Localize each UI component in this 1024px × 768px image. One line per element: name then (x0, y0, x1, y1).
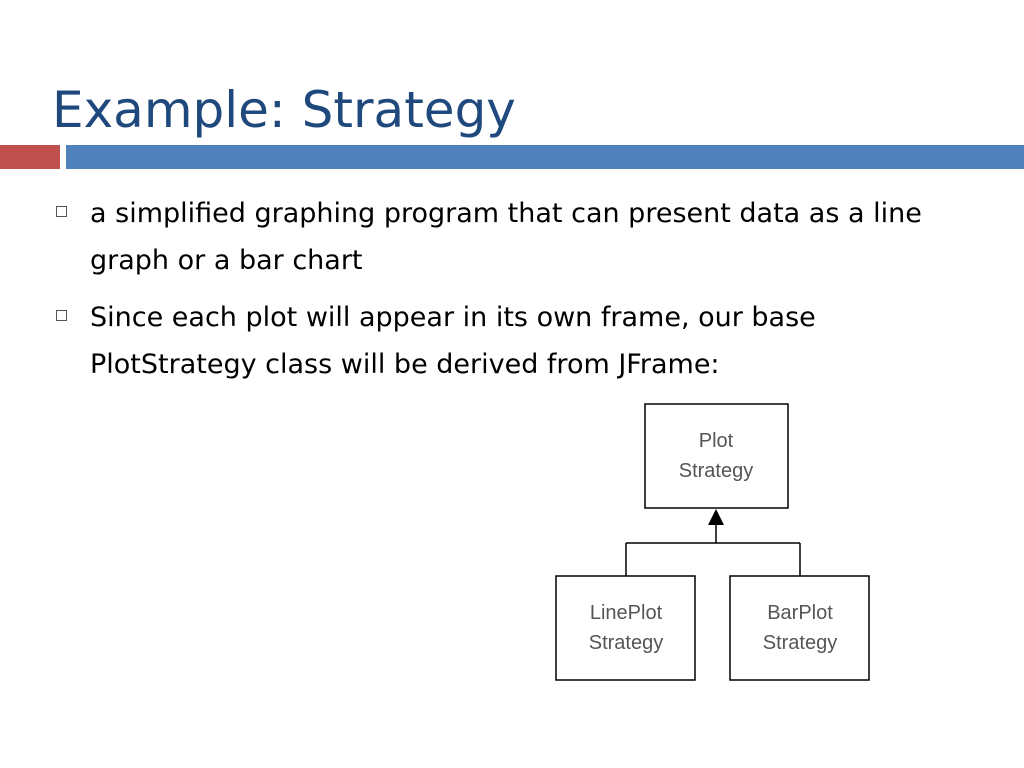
barplot-strategy-label-line1: BarPlot (767, 602, 833, 624)
inheritance-arrowhead (708, 509, 724, 525)
plot-strategy-label-line1: Plot (698, 430, 734, 452)
lineplot-strategy-box (556, 576, 695, 680)
bullet-text: a simplified graphing program that can present data as a line graph or a bar chart (90, 198, 922, 276)
bullet-text: Since each plot will appear in its own frame, our base PlotStrategy class will be derived from JFrame: (90, 302, 816, 380)
square-bullet-icon (56, 206, 67, 217)
title-accent-red (0, 145, 60, 169)
title-accent-blue (66, 145, 1024, 169)
lineplot-strategy-label-line2: Strategy (588, 632, 664, 654)
plot-strategy-box (645, 404, 788, 508)
uml-class-diagram (540, 396, 880, 688)
slide-title: Example: Strategy (52, 81, 516, 139)
bullet-item (52, 190, 972, 284)
square-bullet-icon (56, 310, 67, 321)
barplot-strategy-label-line2: Strategy (762, 632, 838, 654)
plot-strategy-label-line2: Strategy (678, 460, 754, 482)
lineplot-strategy-label-line1: LinePlot (589, 602, 663, 624)
bullet-item (52, 294, 972, 388)
bullet-list (52, 190, 972, 398)
barplot-strategy-box (730, 576, 869, 680)
